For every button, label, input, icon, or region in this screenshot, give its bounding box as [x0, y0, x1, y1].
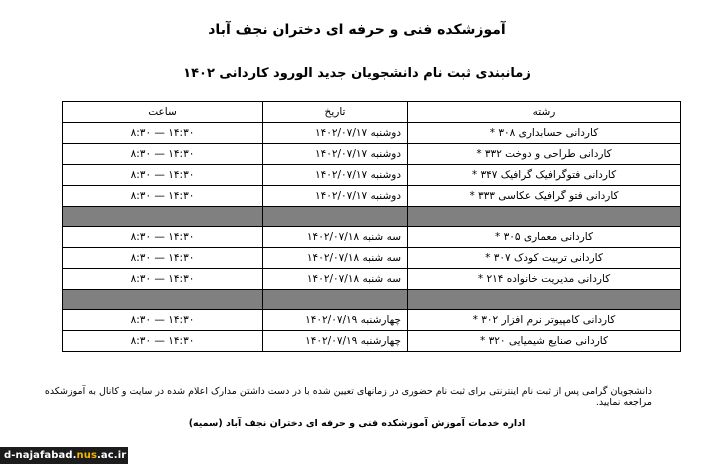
separator-cell — [263, 290, 408, 310]
cell-date: سه شنبه ۱۴۰۲/۰۷/۱۸ — [263, 227, 408, 248]
separator-row — [63, 290, 681, 310]
cell-field: کاردانی فتوگرافیک گرافیک ۳۴۷ * — [408, 165, 681, 186]
separator-cell — [408, 207, 681, 227]
cell-time: ۸:۳۰ — ۱۴:۳۰ — [63, 186, 263, 207]
table-header-row — [63, 102, 681, 123]
watermark-prefix: d-najafabad. — [4, 450, 77, 461]
cell-time: ۸:۳۰ — ۱۴:۳۰ — [63, 310, 263, 331]
cell-field: کاردانی طراحی و دوخت ۳۳۲ * — [408, 144, 681, 165]
site-watermark — [0, 447, 128, 464]
cell-field: کاردانی کامپیوتر نرم افزار ۳۰۲ * — [408, 310, 681, 331]
table-row — [63, 144, 681, 165]
cell-time: ۸:۳۰ — ۱۴:۳۰ — [63, 165, 263, 186]
cell-date: دوشنبه ۱۴۰۲/۰۷/۱۷ — [263, 186, 408, 207]
cell-time: ۸:۳۰ — ۱۴:۳۰ — [63, 227, 263, 248]
table-row — [63, 227, 681, 248]
table-row — [63, 123, 681, 144]
cell-field: کاردانی فتو گرافیک عکاسی ۳۳۳ * — [408, 186, 681, 207]
cell-field: کاردانی صنایع شیمیایی ۳۲۰ * — [408, 331, 681, 352]
watermark-suffix: .ac.ir — [97, 450, 127, 461]
cell-time: ۸:۳۰ — ۱۴:۳۰ — [63, 144, 263, 165]
office-signature: اداره خدمات آموزش آموزشکده فنی و حرفه ای دختران نجف آباد (سمیه) — [188, 418, 526, 429]
cell-time: ۸:۳۰ — ۱۴:۳۰ — [63, 269, 263, 290]
cell-field: کاردانی معماری ۳۰۵ * — [408, 227, 681, 248]
cell-date: دوشنبه ۱۴۰۲/۰۷/۱۷ — [263, 123, 408, 144]
cell-date: سه شنبه ۱۴۰۲/۰۷/۱۸ — [263, 248, 408, 269]
separator-cell — [63, 290, 263, 310]
table-row — [63, 331, 681, 352]
header-field: رشته — [408, 102, 681, 123]
cell-field: کاردانی حسابداری ۳۰۸ * — [408, 123, 681, 144]
schedule-subtitle: زمانبندی ثبت نام دانشجویان جدید الورود کاردانی ۱۴۰۲ — [183, 66, 531, 81]
table-row — [63, 269, 681, 290]
separator-cell — [263, 207, 408, 227]
registration-schedule-table — [62, 101, 681, 352]
cell-field: کاردانی تربیت کودک ۳۰۷ * — [408, 248, 681, 269]
separator-row — [63, 207, 681, 227]
cell-date: چهارشنبه ۱۴۰۲/۰۷/۱۹ — [263, 310, 408, 331]
cell-date: چهارشنبه ۱۴۰۲/۰۷/۱۹ — [263, 331, 408, 352]
institution-title: آموزشکده فنی و حرفه ای دختران نجف آباد — [208, 22, 506, 38]
cell-date: دوشنبه ۱۴۰۲/۰۷/۱۷ — [263, 144, 408, 165]
cell-date: سه شنبه ۱۴۰۲/۰۷/۱۸ — [263, 269, 408, 290]
table-row — [63, 248, 681, 269]
separator-cell — [63, 207, 263, 227]
separator-cell — [408, 290, 681, 310]
header-time: ساعت — [63, 102, 263, 123]
cell-time: ۸:۳۰ — ۱۴:۳۰ — [63, 331, 263, 352]
table-row — [63, 186, 681, 207]
table-row — [63, 165, 681, 186]
watermark-accent: nus — [76, 450, 98, 461]
cell-field: کاردانی مدیریت خانواده ۲۱۴ * — [408, 269, 681, 290]
cell-time: ۸:۳۰ — ۱۴:۳۰ — [63, 123, 263, 144]
table-row — [63, 310, 681, 331]
cell-date: دوشنبه ۱۴۰۲/۰۷/۱۷ — [263, 165, 408, 186]
registration-instruction: دانشجویان گرامی پس از ثبت نام اینترنتی برای ثبت نام حضوری در زمانهای تعیین شده با در دست داشتن مدارک اعلام شده در سایت و کانال به آموزشکده مراجعه نمایید. — [44, 386, 652, 408]
header-date: تاریخ — [263, 102, 408, 123]
cell-time: ۸:۳۰ — ۱۴:۳۰ — [63, 248, 263, 269]
